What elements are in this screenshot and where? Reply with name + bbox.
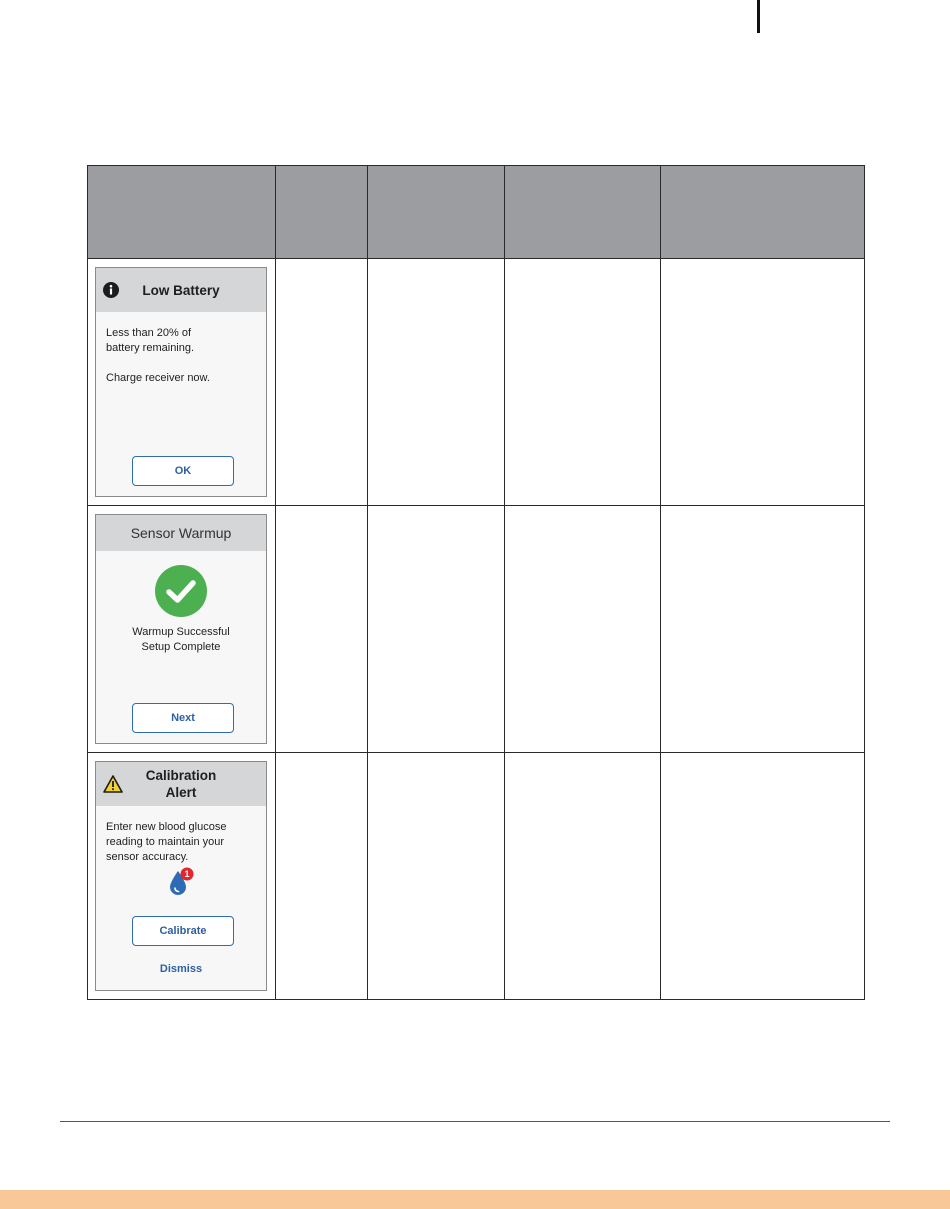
- low-battery-screen: [95, 267, 267, 497]
- calibrate-button[interactable]: Calibrate: [132, 916, 234, 946]
- table-cell: [276, 506, 368, 753]
- message-line: battery remaining.: [106, 342, 195, 354]
- title-line: Alert: [165, 785, 197, 800]
- screen-cell: [88, 259, 276, 506]
- message-line: sensor accuracy.: [106, 851, 189, 863]
- table-cell: [368, 753, 505, 1000]
- table-cell: [368, 506, 505, 753]
- header-cell: [505, 166, 661, 259]
- screen-header: [96, 762, 266, 806]
- table-cell: [505, 259, 661, 506]
- table-cell: [505, 506, 661, 753]
- screen-header: [96, 268, 266, 312]
- corner-crop-mark: [757, 0, 760, 33]
- message-line: Less than 20% of: [106, 327, 192, 339]
- table-header-row: [88, 166, 865, 259]
- status-line: Setup Complete: [141, 641, 221, 653]
- footer-band: [0, 1190, 950, 1209]
- table-row: [88, 259, 865, 506]
- table-row: [88, 753, 865, 1000]
- title-line: Calibration: [145, 768, 217, 783]
- info-icon: [103, 282, 119, 298]
- blood-drop-icon: [166, 867, 196, 897]
- header-cell: [661, 166, 865, 259]
- screen-title: [146, 767, 217, 801]
- screen-cell: [88, 506, 276, 753]
- next-button[interactable]: Next: [132, 703, 234, 733]
- screen-header: [96, 515, 266, 551]
- screen-message: [96, 820, 266, 865]
- sensor-warmup-screen: [95, 514, 267, 744]
- calibration-alert-screen: [95, 761, 267, 991]
- message-line: Enter new blood glucose: [106, 821, 227, 833]
- table-cell: [661, 259, 865, 506]
- check-circle-icon: [155, 565, 207, 617]
- screen-title: Sensor Warmup: [130, 524, 232, 541]
- status-line: Warmup Successful: [132, 626, 230, 638]
- screen-message: [96, 326, 266, 356]
- table-cell: [276, 753, 368, 1000]
- ok-button[interactable]: OK: [132, 456, 234, 486]
- table-cell: [368, 259, 505, 506]
- screen-instruction: Charge receiver now.: [106, 372, 210, 384]
- header-cell: [368, 166, 505, 259]
- screen-title: Low Battery: [142, 282, 220, 298]
- warning-icon: [103, 775, 123, 793]
- header-cell: [276, 166, 368, 259]
- table-cell: [276, 259, 368, 506]
- table-cell: [661, 506, 865, 753]
- table-cell: [661, 753, 865, 1000]
- message-line: reading to maintain your: [106, 836, 225, 848]
- screen-cell: [88, 753, 276, 1000]
- alerts-table: [87, 165, 865, 1000]
- table-row: [88, 506, 865, 753]
- footer-divider: [60, 1121, 890, 1122]
- table-cell: [505, 753, 661, 1000]
- header-cell: [88, 166, 276, 259]
- badge-count: 1: [184, 869, 190, 880]
- dismiss-link[interactable]: Dismiss: [159, 963, 203, 975]
